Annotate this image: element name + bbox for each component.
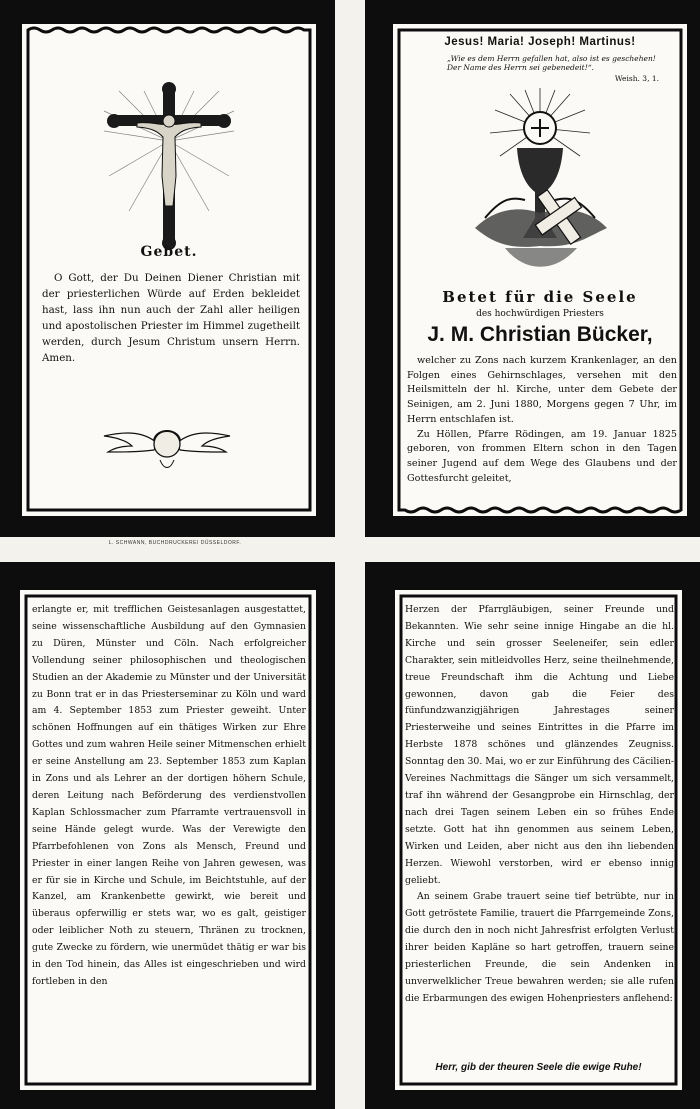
biography-continued <box>32 602 306 991</box>
invocation-header: Jesus! Maria! Joseph! Martinus! <box>444 36 636 48</box>
card-memorial <box>365 0 700 537</box>
card-paper <box>20 590 316 1090</box>
priest-subheading: des hochwürdigen Priesters <box>476 309 604 319</box>
prayer-heading: Betet für die Seele <box>442 288 638 306</box>
card-paper <box>393 24 687 516</box>
prayer-text <box>42 270 300 366</box>
bio-paragraph: Herzen der Pfarrgläubigen, seiner Freunde und Bekannten. Wie sehr seine innige Hingabe an die hl. Kirche und sein grosser Seeleneifer, sein edler Charakter, sein mitleidvolles Herz, seine theilnehmende, treue Freundschaft ihm die Achtung und Liebe gewonnen, davon gab die Feier des fünfundzwanzigjährigen Jahrestages seiner Priesterweihe und seines Eintrittes in die Pfarre im Herbste 1878 schönes und glänzendes Zeugniss. Sonntag den 30. Mai, wo er zur Einführung des Cäcilien-Vereines Nachmittags die Sänger um sich versammelt, traf ihn während der Gesangprobe ein Hirnschlag, der nach drei Tagen seinem Leben ein so frühes Ende setzte. Gott hat ihn genommen aus seinem Leben, Wirken und Leiden, aber nicht aus den ihn liebenden Herzen. Wiewohl verstorben, wird er ebenso innig geliebt. <box>405 604 674 886</box>
prayer-title: Gebet. <box>140 244 198 260</box>
card-paper <box>22 24 316 516</box>
prayer-paragraph: O Gott, der Du Deinen Diener Christian mit der priesterlichen Würde auf Erden bekleidet hast, lass ihn nun auch der Zahl aller heiligen und apostolischen Priester im Himmel zugetheilt werden, durch Jesum Christum unsern Herrn. Amen. <box>42 272 300 364</box>
biography-conclusion <box>405 602 674 1008</box>
bio-paragraph: welcher zu Zons nach kurzem Krankenlager, an den Folgen eines Gehirnschlages, versehen mit den Heilsmitteln der hl. Kirche, unter dem Gebete der Seinigen, am 2. Juni 1880, Morgens gegen 7 Uhr, im Herrn entschlafen ist. <box>407 355 677 425</box>
bible-reference: Weish. 3, 1. <box>614 74 659 83</box>
card-biography <box>0 562 335 1109</box>
deceased-name: J. M. Christian Bücker, <box>427 323 653 346</box>
chalice-icon <box>465 88 615 278</box>
printer-imprint: L. SCHWANN, BUCHDRUCKEREI DÜSSELDORF. <box>108 540 242 546</box>
bio-paragraph: erlangte er, mit trefflichen Geistesanlagen ausgestattet, seine wissenschaftliche Ausbildung auf den Gymnasien zu Düren, Münster und Cöln. Nach erfolgreicher Vollendung seiner philosophischen und theologischen Studien an der Akademie zu Münster und der Universität zu Bonn trat er in das Priesterseminar zu Köln und ward am 4. September 1853 zum Priester geweiht. Unter schönen Hoffnungen auf ein thätiges Wirken zur Ehre Gottes und zum wahren Heile seiner Mitmenschen erhielt er seine Anstellung am 23. September 1853 zum Kaplan in Zons und als Lehrer an der dortigen höhern Schule, deren Leitung nach Beförderung des verdienstvollen Kaplan Schlossmacher zum Pfarramte vertrauensvoll in seine Hände gelegt wurde. Was der Verewigte den Pfarrbefohlenen von Zons als Mensch, Freund und Priester in einer langen Reihe von Jahren gewesen, was er für sie in Kirche und Schule, im Beichtstuhle, auf der Kanzel, am Krankenbette gewirkt, wie bereit und überaus opferwillig er stets war, wo es galt, geistiger oder leiblicher Noth zu steuern, Thränen zu trocknen, gute Zwecke zu fördern, wie unermüdet thätig er war bis in den Tod hinein, das Alles ist eingeschrieben und wird fortleben in den <box>32 604 306 987</box>
biography-text <box>407 354 677 486</box>
bio-paragraph: Zu Höllen, Pfarre Rödingen, am 19. Januar 1825 geboren, von frommen Eltern schon in den Tagen seiner Jugend auf dem Wege des Glaubens und der Gottesfurcht geleitet, <box>407 428 677 484</box>
card-paper <box>395 590 682 1090</box>
bible-motto: „Wie es dem Herrn gefallen hat, also ist es geschehen! Der Name des Herrn sei gebenedeit!“. <box>447 54 656 72</box>
card-closing <box>365 562 700 1109</box>
cherub-icon <box>102 418 232 473</box>
mourning-paragraph: An seinem Grabe trauert seine tief betrübte, nur in Gott getröstete Familie, trauert die Pfarrgemeinde Zons, die durch den in noch nicht Jahresfrist erfolgten Verlust ihrer beiden Kapläne so hart getroffen, trauern seine priesterlichen Freunde, die sein Andenken in unverwelklicher Treue bewahren werden; sie alle rufen die Erbarmungen des ewigen Hohenpriesters anflehend: <box>405 891 674 1004</box>
card-prayer <box>0 0 335 537</box>
closing-prayer: Herr, gib der theuren Seele die ewige Ruhe! <box>435 1062 642 1073</box>
crucifix-icon <box>99 81 239 251</box>
